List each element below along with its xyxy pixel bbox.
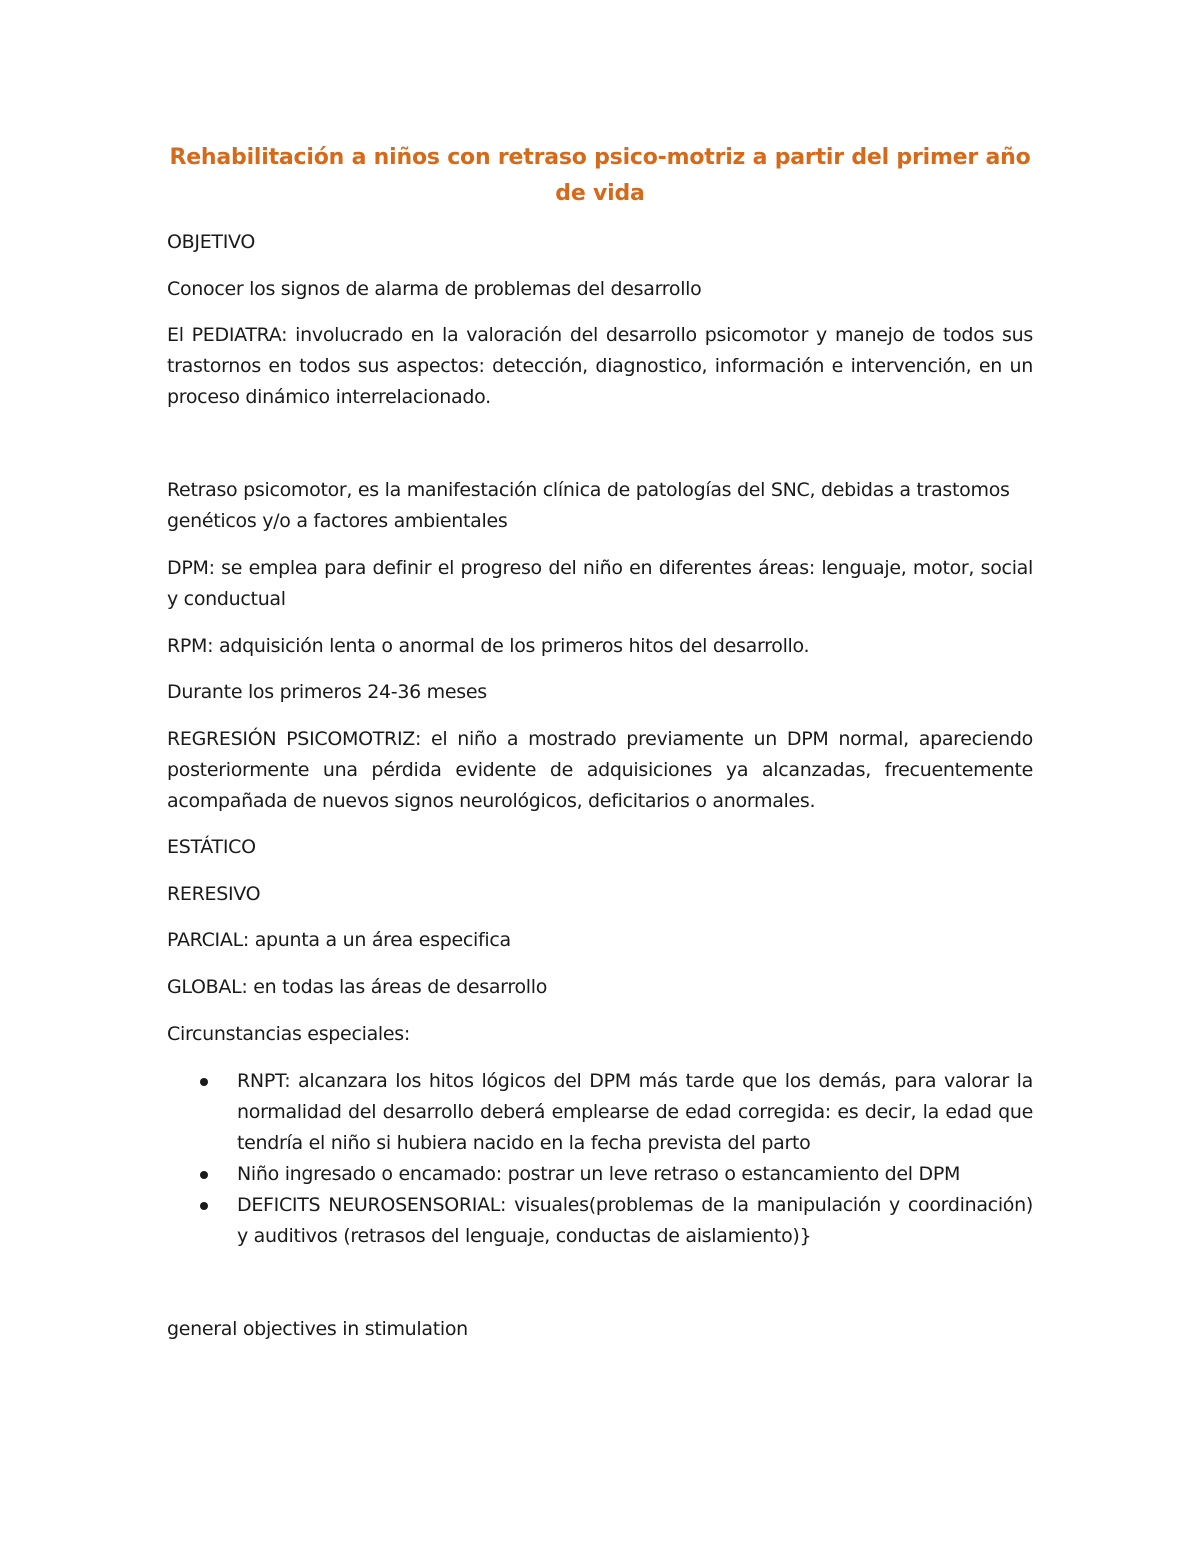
paragraph-pediatra: El PEDIATRA: involucrado en la valoración del desarrollo psicomotor y manejo de todos sus trastornos en todos sus aspectos: detección, diagnostico, información e intervención, en un proceso dinámico interrelacionado.: [167, 324, 1033, 408]
bullet-icon: [200, 1171, 208, 1179]
paragraph-conocer: Conocer los signos de alarma de problemas del desarrollo: [167, 278, 702, 300]
list-item-text: RNPT: alcanzara los hitos lógicos del DPM más tarde que los demás, para valorar la normalidad del desarrollo deberá emplearse de edad corregida: es decir, la edad que tendría el niño si hubiera nacido en la fecha prevista del parto: [237, 1070, 1033, 1154]
list-item: [167, 1190, 1033, 1252]
bullet-icon: [200, 1078, 208, 1086]
document-title: Rehabilitación a niños con retraso psico-motriz a partir del primer año de vida: [169, 145, 1031, 206]
paragraph-global: GLOBAL: en todas las áreas de desarrollo: [167, 976, 548, 998]
paragraph-general: general objectives in stimulation: [167, 1318, 468, 1340]
list-item-text: DEFICITS NEUROSENSORIAL: visuales(problemas de la manipulación y coordinación) y auditivos (retrasos del lenguaje, conductas de aislamiento)}: [237, 1194, 1033, 1247]
list-item: [167, 1066, 1033, 1159]
paragraph-parcial: PARCIAL: apunta a un área especifica: [167, 929, 511, 951]
paragraph-rpm: RPM: adquisición lenta o anormal de los primeros hitos del desarrollo.: [167, 635, 810, 657]
paragraph-regresion: REGRESIÓN PSICOMOTRIZ: el niño a mostrado previamente un DPM normal, apareciendo posteriormente una pérdida evidente de adquisiciones ya alcanzadas, frecuentemente acompañada de nuevos signos neurológicos, deficitarios o anormales.: [167, 728, 1033, 812]
paragraph-retraso: Retraso psicomotor, es la manifestación clínica de patologías del SNC, debidas a trastomos genéticos y/o a factores ambientales: [167, 479, 1010, 532]
list-item-text: Niño ingresado o encamado: postrar un leve retraso o estancamiento del DPM: [237, 1163, 961, 1185]
paragraph-reresivo: RERESIVO: [167, 883, 261, 905]
paragraph-durante: Durante los primeros 24-36 meses: [167, 681, 487, 703]
heading-objetivo: OBJETIVO: [167, 231, 256, 253]
paragraph-dpm: DPM: se emplea para definir el progreso del niño en diferentes áreas: lenguaje, motor, social y conductual: [167, 557, 1033, 610]
bullet-icon: [200, 1202, 208, 1210]
paragraph-circunstancias: Circunstancias especiales:: [167, 1023, 410, 1045]
list-item: [167, 1159, 1033, 1190]
paragraph-estatico: ESTÁTICO: [167, 836, 256, 858]
bullet-list: [167, 1066, 1033, 1252]
